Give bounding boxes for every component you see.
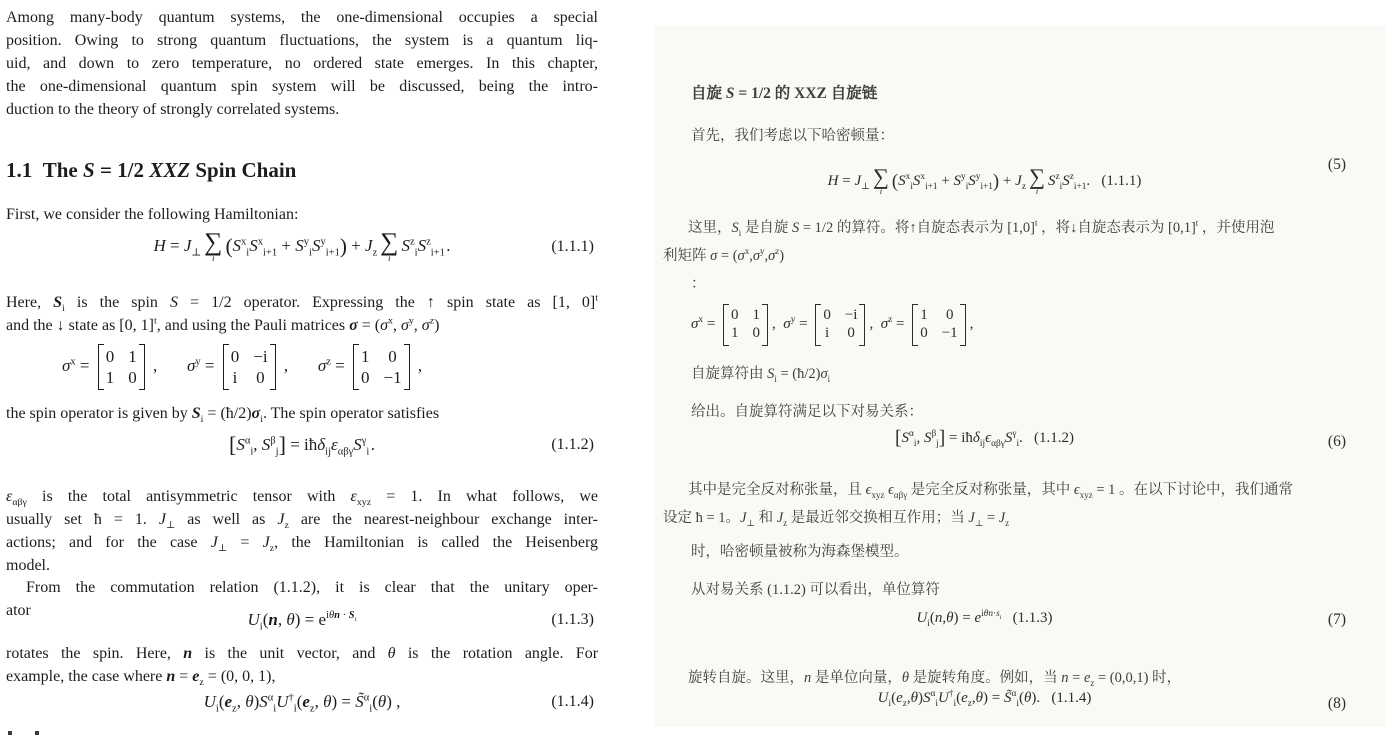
- translated-equation-1-1-4: $U_i(e_z,\theta)S^\alpha_iU^\dagger_i(e_z,\theta)$ = S̃$^\alpha_i$(θ). (1.1.4): [877, 689, 1092, 709]
- translated-spin-given-text: 自旋算符由 $S_i$ = $(ħ/2)\sigma_i$: [691, 366, 831, 384]
- commutation-paragraph: From the commutation relation (1.1.2), it is clear that the unitary oper- ator: [6, 579, 598, 619]
- equation-tag-5: (5): [1327, 156, 1346, 173]
- intro-paragraph: Among many-body quantum systems, the one-dimensional occupies a special position. Owing to strong quantum fluctuations, the system is a quantum liq- uid, and down to zero temperature, no ordered state emerges. In this chapter, the one-dimensional quantum spin system will be discussed, being the intro- duction to the theory of strongly correlated systems.: [6, 9, 598, 118]
- section-heading: 1.1 The S = 1/2 XXZ Spin Chain: [6, 158, 297, 182]
- translated-equation-1-1-1: $H = J_\perp$ ∑ i $(S^x_iS^x_{i+1} + S^y_iS^y_{i+1}) + J_z$ ∑ i $S^z_iS^z_{i+1}$. (1.1.1): [827, 164, 1142, 197]
- equation-1-1-2-body: [$S^\alpha_i$, $S^\beta_j$] = $iħ\delta_{ij}\varepsilon_{\alpha\beta\gamma}S^\gamma_i$ .: [228, 432, 376, 458]
- translated-colon-line: ：: [691, 276, 706, 292]
- equation-number-1-1-1: (1.1.1): [551, 238, 594, 256]
- cut-off-line-fragment: [35, 731, 39, 735]
- translated-tensor-paragraph: 其中是完全反对称张量，且 $\epsilon_{xyz}$ $\epsilon_{\alpha\beta\gamma}$ 是完全反对称张量，其中 $\epsilon_{xyz} = 1$ 。在以下讨论中，我们通常 设定 ħ = 1。$J_\perp$ 和 $J_z$ 是最近邻交换相互作用；当 $J_\perp = J_z$: [663, 482, 1294, 528]
- equation-1-1-3-body: $U_i(n$, $\theta) = e^{i\theta n \cdot S_i}$: [247, 610, 357, 633]
- equation-number-1-1-3: (1.1.3): [551, 611, 594, 628]
- equation-1-1-4: [6, 692, 598, 715]
- equation-1-1-4-body: $U_i(e_z$, $\theta)S^\alpha_iU^\dagger_i(e_z$, θ) = S̃$^\alpha_i$(θ) ,: [203, 692, 401, 715]
- hamiltonian-intro-text: First, we consider the following Hamiltonian:: [6, 206, 299, 223]
- tensor-paragraph: $\varepsilon_{\alpha\beta\gamma}$ is the total antisymmetric tensor with $\varepsilon_{xyz} = 1$. In what follows, we usually set ħ = 1. $J_\perp$ as well as $J_z$ are the nearest-neighbour exchange inter- actions; and for the case $J_\perp = J_z$, the Hamiltonian is called the Heisenberg model.: [6, 488, 599, 574]
- translated-equation-1-1-2: [$S^\alpha_i$, $S^\beta_j$] = $iħ\delta_{ij}\epsilon_{\alpha\beta\gamma}S^\gamma_i$. (1.1.2): [894, 428, 1075, 449]
- translated-heisenberg-text: 时，哈密顿量被称为海森堡模型。: [691, 544, 909, 560]
- spin-state-paragraph: Here, $S_i$ is the spin S = 1/2 operator. Expressing the ↑ spin state as [1, 0]$^t$ and the ↓ state as [0, 1]$^t$, and using the Pauli matrices $\sigma = (\sigma^x$, $\sigma^y$, $\sigma^z$): [6, 292, 598, 334]
- rotation-paragraph: rotates the spin. Here, n is the unit vector, and θ is the rotation angle. For example, the case where $n = e_z = (0$, 0, 1),: [6, 645, 599, 689]
- equation-number-1-1-4: (1.1.4): [551, 693, 594, 710]
- cut-off-line-fragment: [8, 731, 12, 735]
- equation-tag-8: (8): [1327, 695, 1346, 712]
- translated-rotation-text: 旋转自旋。这里，n 是单位向量，θ 是旋转角度。例如，当 $n = e_z = (0,0,1)$ 时，: [688, 670, 1182, 688]
- equation-number-1-1-2: (1.1.2): [551, 436, 594, 453]
- translated-heading: 自旋 S = 1/2 的 XXZ 自旋链: [691, 85, 878, 102]
- translated-intro-text: 首先，我们考虑以下哈密顿量：: [691, 128, 894, 144]
- translated-pauli-matrices: $\sigma^x$ = 0 1 1 0 , $\sigma^y$ = 0 −i i 0 , $\sigma^z$ = 1 0 0 −1 ,: [691, 304, 973, 346]
- translated-commutation-intro: 给出。自旋算符满足以下对易关系：: [691, 404, 923, 420]
- equation-1-1-1-body: $H = J_\perp$ ∑ i $(S^x_iS^x_{i+1} + S^y_iS^y_{i+1}) + J_z$ ∑ i $S^z_iS^z_{i+1}$ .: [153, 227, 451, 265]
- spin-operator-text: the spin operator is given by $S_i$ = $(ħ/2)\sigma_i$. The spin operator satisfies: [6, 405, 440, 426]
- translated-spin-state-paragraph: 这里，$S_i$ 是自旋 S = 1/2 的算符。将↑自旋态表示为 $[1,0]^t$ ，将↓自旋态表示为 $[0,1]^t$ ，并使用泡 利矩阵 $\sigma = (\sigma^x,\sigma^y,\sigma^z)$: [663, 218, 1275, 264]
- equation-1-1-1: [6, 227, 598, 265]
- translated-equation-1-1-3: $U_i(n,\theta) = e^{i\theta n\cdot s_i}$ (1.1.3): [916, 609, 1053, 629]
- equation-1-1-3: [6, 610, 598, 633]
- equation-tag-6: (6): [1327, 433, 1346, 450]
- translated-unitary-operator-text: 从对易关系 (1.1.2) 可以看出，单位算符: [691, 582, 940, 598]
- equation-tag-7: (7): [1327, 611, 1346, 628]
- pauli-matrices-body: $\sigma^x$ = 0 1 1 0 , $\sigma^y$ = 0 −i i 0 , $\sigma^z$ = 1 0 0 −1 ,: [62, 356, 422, 375]
- right-page: [655, 26, 1386, 727]
- pauli-matrices-equation: [62, 344, 602, 390]
- equation-1-1-2: [6, 432, 598, 458]
